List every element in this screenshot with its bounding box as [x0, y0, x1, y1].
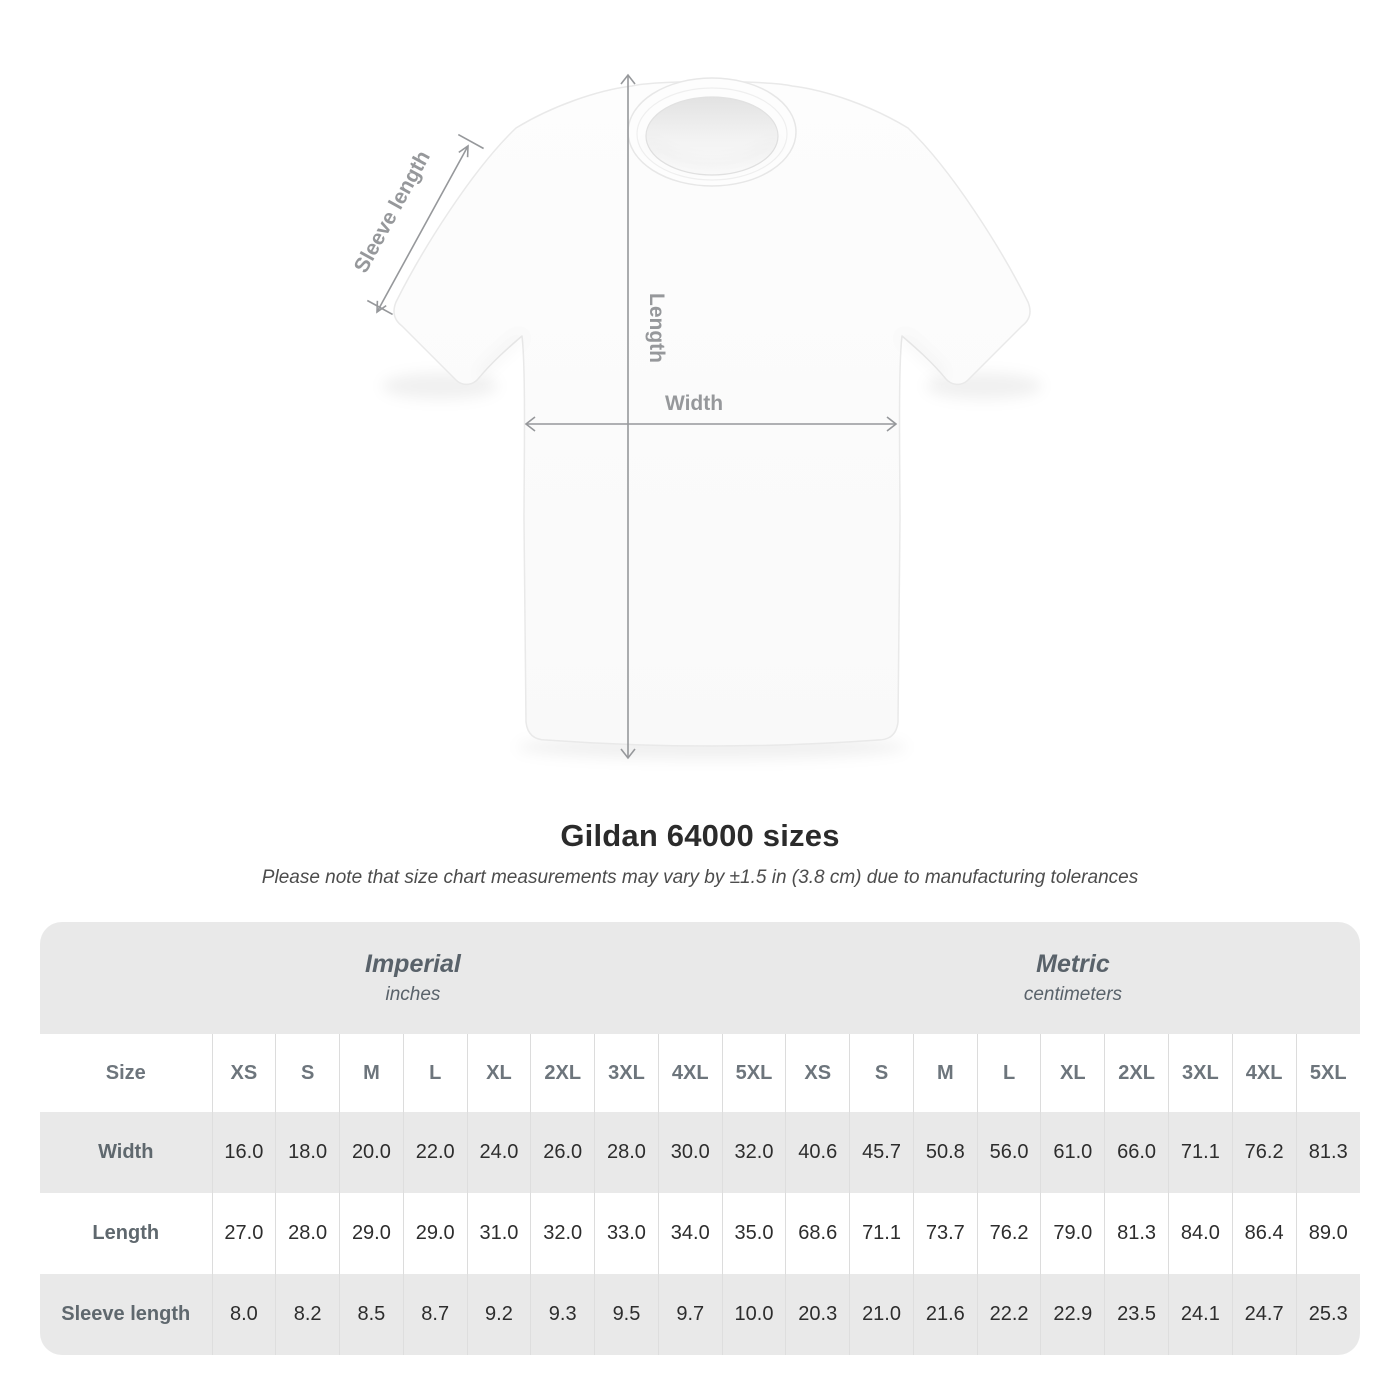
measurement-cell: 9.2 [467, 1274, 531, 1355]
size-col-header: S [276, 1034, 340, 1112]
measurement-cell: 25.3 [1308, 1303, 1348, 1325]
unit-group-label: Imperial [365, 950, 461, 979]
size-col-header: 2XL [1105, 1034, 1169, 1112]
measurement-cell: 29.0 [403, 1193, 467, 1274]
measurement-cell: 24.0 [467, 1112, 531, 1193]
length-label: Length [645, 293, 668, 363]
size-chart-table [40, 922, 1360, 1355]
size-col-header: 3XL [595, 1034, 659, 1112]
measurement-cell: 56.0 [977, 1112, 1041, 1193]
measurement-cell: 10.0 [722, 1274, 786, 1355]
measurement-cell: 8.7 [403, 1274, 467, 1355]
measurement-cell: 45.7 [850, 1112, 914, 1193]
measurement-cell: 22.2 [977, 1274, 1041, 1355]
size-col-header: 5XL [722, 1034, 786, 1112]
measurement-cell: 28.0 [276, 1193, 340, 1274]
measurement-cell: 27.0 [212, 1193, 276, 1274]
unit-group-header [786, 922, 1360, 1034]
measurement-cell: 29.0 [340, 1193, 404, 1274]
unit-group-header [40, 922, 786, 1034]
measurement-cell: 23.5 [1105, 1274, 1169, 1355]
measurement-cell: 9.5 [595, 1274, 659, 1355]
measurement-cell: 21.6 [913, 1274, 977, 1355]
measurement-row-label: Width [40, 1112, 212, 1193]
measurement-row-label: Length [40, 1193, 212, 1274]
size-col-header: XS [212, 1034, 276, 1112]
measurement-cell: 8.5 [340, 1274, 404, 1355]
unit-group-label: Metric [1036, 950, 1110, 979]
measurement-cell: 40.6 [786, 1112, 850, 1193]
measurement-cell: 24.1 [1168, 1274, 1232, 1355]
measurement-cell: 20.0 [340, 1112, 404, 1193]
page-title: Gildan 64000 sizes [560, 818, 840, 853]
measurement-cell: 66.0 [1105, 1112, 1169, 1193]
unit-group-unit: centimeters [1023, 983, 1123, 1005]
measurement-cell: 68.6 [786, 1193, 850, 1274]
measurement-cell: 84.0 [1168, 1193, 1232, 1274]
measurement-cell: 81.3 [1308, 1141, 1348, 1163]
table-row [40, 1274, 1360, 1355]
measurement-cell: 73.7 [913, 1193, 977, 1274]
size-header-row [40, 1034, 1360, 1112]
measurement-cell: 32.0 [722, 1112, 786, 1193]
size-table [40, 922, 1360, 1355]
size-col-header: XS [786, 1034, 850, 1112]
measurement-cell: 89.0 [1308, 1222, 1348, 1244]
size-col-header: XL [1041, 1034, 1105, 1112]
size-col-header: 4XL [1232, 1034, 1296, 1112]
measurement-cell: 71.1 [850, 1193, 914, 1274]
measurement-cell: 31.0 [467, 1193, 531, 1274]
measurement-cell: 8.2 [276, 1274, 340, 1355]
measurement-cell: 20.3 [786, 1274, 850, 1355]
measurement-row-label: Sleeve length [40, 1274, 212, 1355]
measurement-cell: 8.0 [212, 1274, 276, 1355]
measurement-cell: 18.0 [276, 1112, 340, 1193]
measurement-cell: 81.3 [1105, 1193, 1169, 1274]
tshirt-diagram [330, 50, 1070, 800]
size-corner-label: Size [40, 1034, 212, 1112]
size-col-header: L [977, 1034, 1041, 1112]
measurement-cell: 61.0 [1041, 1112, 1105, 1193]
measurement-cell: 35.0 [722, 1193, 786, 1274]
measurement-cell: 79.0 [1041, 1193, 1105, 1274]
tolerance-note: Please note that size chart measurements may vary by ±1.5 in (3.8 cm) due to manufacturing tolerances [261, 867, 1139, 888]
measurement-cell: 16.0 [212, 1112, 276, 1193]
measurement-cell: 32.0 [531, 1193, 595, 1274]
size-col-header: 4XL [658, 1034, 722, 1112]
size-col-header: M [913, 1034, 977, 1112]
measurement-cell: 76.2 [1232, 1112, 1296, 1193]
table-row [40, 1112, 1360, 1193]
measurement-cell: 34.0 [658, 1193, 722, 1274]
measurement-cell: 28.0 [595, 1112, 659, 1193]
measurement-cell: 26.0 [531, 1112, 595, 1193]
size-col-header: S [850, 1034, 914, 1112]
width-label: Width [664, 392, 724, 415]
size-col-header: 2XL [531, 1034, 595, 1112]
measurement-cell: 22.0 [403, 1112, 467, 1193]
sleeve-length-label: Sleeve length [349, 146, 435, 277]
measurement-cell: 50.8 [913, 1112, 977, 1193]
measurement-cell: 86.4 [1232, 1193, 1296, 1274]
measurement-cell: 71.1 [1168, 1112, 1232, 1193]
size-col-header: 3XL [1168, 1034, 1232, 1112]
measurement-cell: 9.7 [658, 1274, 722, 1355]
size-col-header: XL [467, 1034, 531, 1112]
measurement-cell: 21.0 [850, 1274, 914, 1355]
size-col-header: L [403, 1034, 467, 1112]
measurement-cell: 24.7 [1232, 1274, 1296, 1355]
size-col-header: M [340, 1034, 404, 1112]
measurement-cell: 33.0 [595, 1193, 659, 1274]
table-row [40, 1193, 1360, 1274]
measurement-cell: 22.9 [1041, 1274, 1105, 1355]
unit-group-unit: inches [385, 983, 441, 1005]
unit-group-row [40, 922, 1360, 1034]
size-col-header: 5XL [1309, 1061, 1347, 1084]
measurement-cell: 76.2 [977, 1193, 1041, 1274]
measurement-cell: 30.0 [658, 1112, 722, 1193]
measurement-cell: 9.3 [531, 1274, 595, 1355]
